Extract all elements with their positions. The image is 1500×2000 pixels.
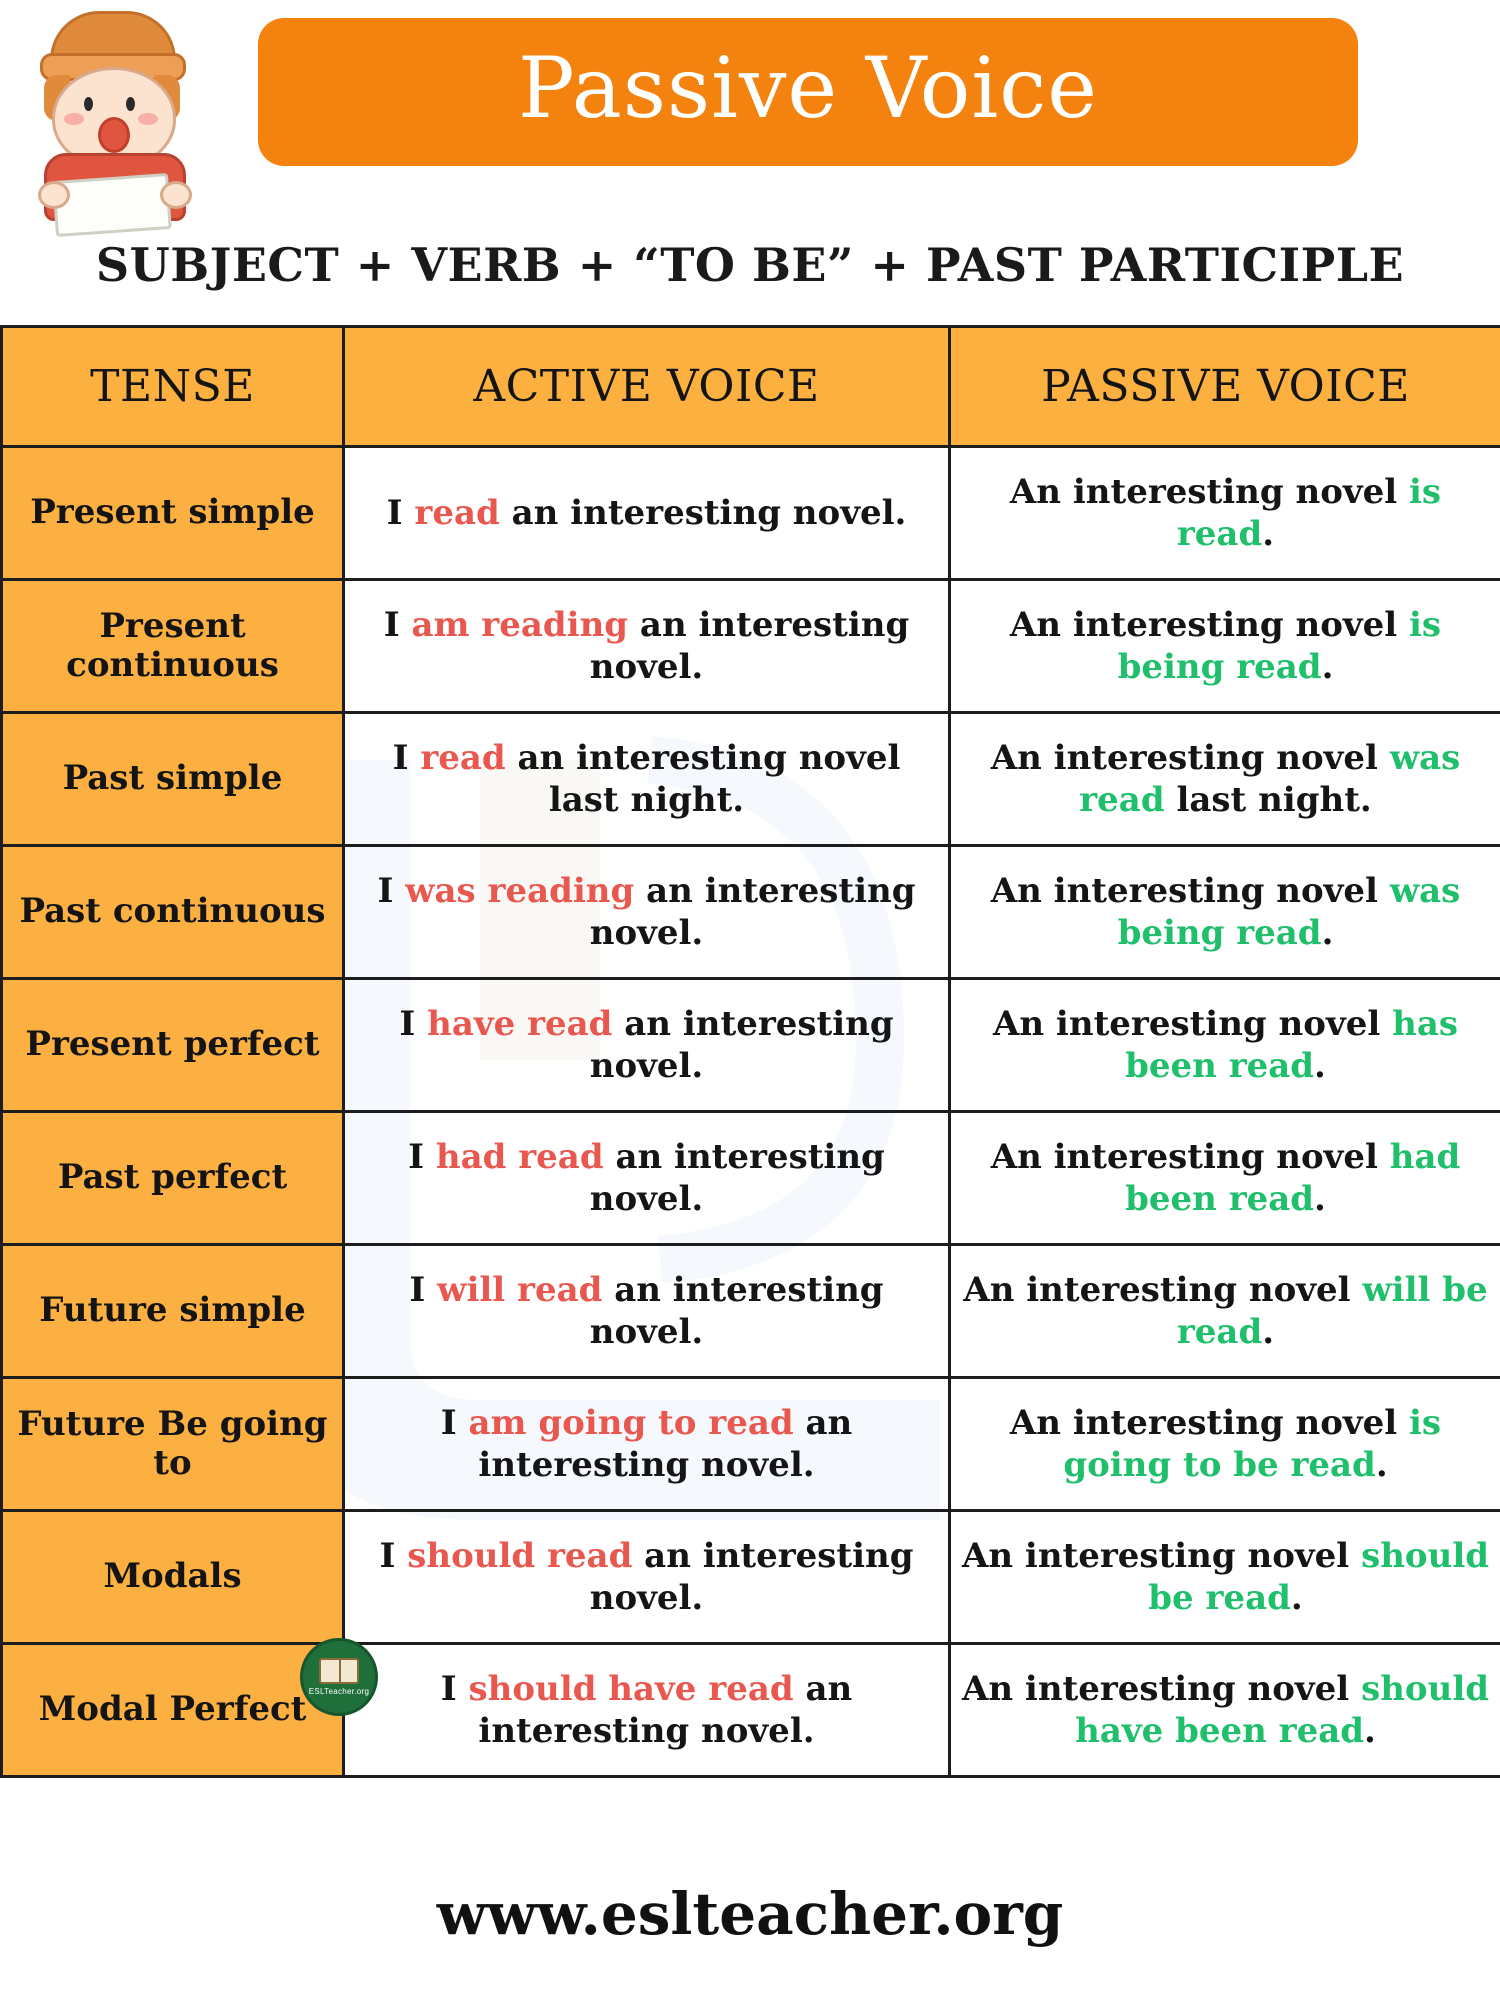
cell-active: I had read an interesting novel. [344,1112,950,1245]
table-row [2,1378,1500,1511]
title-banner [258,18,1358,166]
table-row [2,447,1500,580]
table-header-row [2,327,1500,447]
table-row [2,713,1500,846]
table-body [2,447,1500,1777]
cell-active: I am reading an interesting novel. [344,580,950,713]
site-badge [300,1638,378,1716]
cell-active: I am going to read an interesting novel. [344,1378,950,1511]
table-row [2,1112,1500,1245]
table-row [2,580,1500,713]
column-header-active-voice: ACTIVE VOICE [344,327,950,447]
passive-voice-table [0,325,1500,1778]
cell-passive: An interesting novel is read. [950,447,1500,580]
table-row [2,846,1500,979]
cell-tense: Modals [2,1511,344,1644]
table-row [2,979,1500,1112]
badge-label: ESLTeacher.org [308,1687,370,1696]
table-row [2,1511,1500,1644]
column-header-tense: TENSE [2,327,344,447]
page-header [0,0,1500,200]
table-row [2,1245,1500,1378]
cell-active: I will read an interesting novel. [344,1245,950,1378]
column-header-passive-voice: PASSIVE VOICE [950,327,1500,447]
cell-tense: Past perfect [2,1112,344,1245]
cell-tense: Modal Perfect [2,1644,344,1777]
cell-passive: An interesting novel had been read. [950,1112,1500,1245]
cell-tense: Present continuous [2,580,344,713]
cell-tense: Present simple [2,447,344,580]
cell-tense: Future simple [2,1245,344,1378]
cell-passive: An interesting novel was read last night. [950,713,1500,846]
open-book-icon [319,1658,359,1684]
cell-passive: An interesting novel should be read. [950,1511,1500,1644]
cell-active: I have read an interesting novel. [344,979,950,1112]
cell-tense: Present perfect [2,979,344,1112]
boy-reading-mascot-icon [10,5,225,230]
cell-active: I read an interesting novel. [344,447,950,580]
formula-line: SUBJECT + VERB + “TO BE” + PAST PARTICIPLE [95,238,1405,292]
cell-active: I was reading an interesting novel. [344,846,950,979]
cell-passive: An interesting novel has been read. [950,979,1500,1112]
cell-tense: Future Be going to [2,1378,344,1511]
cell-passive: An interesting novel will be read. [950,1245,1500,1378]
page-title: Passive Voice [518,39,1098,137]
cell-passive: An interesting novel should have been read. [950,1644,1500,1777]
table-row [2,1644,1500,1777]
cell-tense: Past simple [2,713,344,846]
cell-active: I read an interesting novel last night. [344,713,950,846]
cell-passive: An interesting novel was being read. [950,846,1500,979]
cell-passive: An interesting novel is being read. [950,580,1500,713]
cell-passive: An interesting novel is going to be read. [950,1378,1500,1511]
cell-active: I should read an interesting novel. [344,1511,950,1644]
cell-tense: Past continuous [2,846,344,979]
passive-voice-table-container [0,325,1500,1778]
website-footer: www.eslteacher.org [436,1880,1064,1948]
cell-active: I should have read an interesting novel. [344,1644,950,1777]
